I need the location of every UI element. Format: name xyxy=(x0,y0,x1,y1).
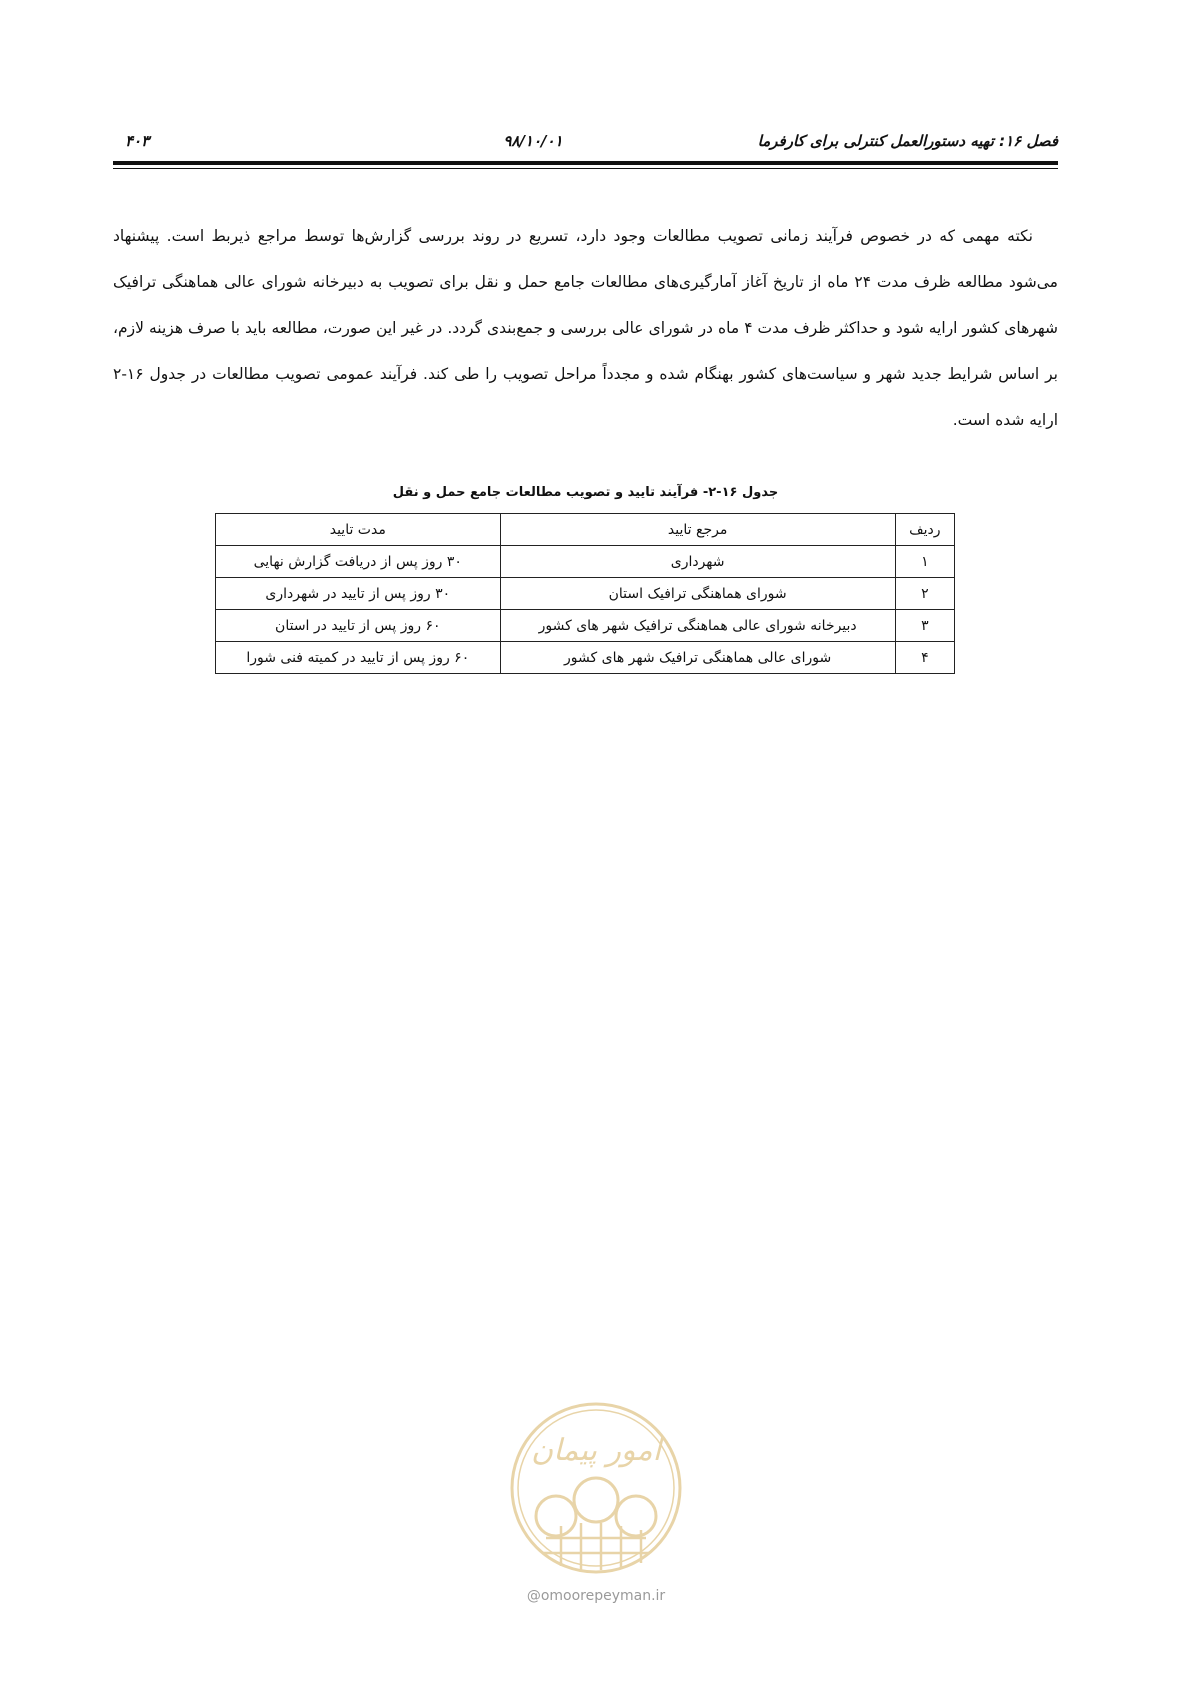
table-row xyxy=(216,610,955,642)
header-duration: مدت تایید xyxy=(216,514,501,546)
table-row xyxy=(216,578,955,610)
row-number-cell: ۱ xyxy=(895,546,954,578)
row-number-cell: ۴ xyxy=(895,642,954,674)
header-row-number: ردیف xyxy=(895,514,954,546)
seal-lettering: امور پیمان xyxy=(531,1433,661,1468)
reference-cell: دبیرخانه شورای عالی هماهنگی ترافیک شهر های کشور xyxy=(500,610,895,642)
table-row xyxy=(216,546,955,578)
approval-table xyxy=(215,513,955,674)
duration-cell: ۶۰ روز پس از تایید در کمیته فنی شورا xyxy=(216,642,501,674)
reference-cell: شهرداری xyxy=(500,546,895,578)
header-date: ۹۸/۱۰/۰۱ xyxy=(503,132,563,150)
reference-cell: شورای عالی هماهنگی ترافیک شهر های کشور xyxy=(500,642,895,674)
at-icon: @ xyxy=(526,1588,541,1604)
header-rule-thin xyxy=(113,168,1058,169)
watermark-seal-logo xyxy=(506,1398,686,1578)
header-rule-thick xyxy=(113,161,1058,165)
duration-cell: ۳۰ روز پس از تایید در شهرداری xyxy=(216,578,501,610)
duration-cell: ۳۰ روز پس از دریافت گزارش نهایی xyxy=(216,546,501,578)
header-reference: مرجع تایید xyxy=(500,514,895,546)
page-header xyxy=(113,128,1058,154)
footer-website: @omoorepeyman.ir xyxy=(526,1588,666,1604)
table-header-row xyxy=(216,514,955,546)
row-number-cell: ۲ xyxy=(895,578,954,610)
reference-cell: شورای هماهنگی ترافیک استان xyxy=(500,578,895,610)
table-caption: جدول ۱۶-۲- فرآیند تایید و تصویب مطالعات جامع حمل و نقل xyxy=(392,485,779,500)
duration-cell: ۶۰ روز پس از تایید در استان xyxy=(216,610,501,642)
row-number-cell: ۳ xyxy=(895,610,954,642)
page-number: ۴۰۳ xyxy=(125,132,150,150)
chapter-title: فصل ۱۶: تهیه دستورالعمل کنترلی برای کارفرما xyxy=(757,132,1058,150)
table-row xyxy=(216,642,955,674)
body-paragraph: نکته مهمی که در خصوص فرآیند زمانی تصویب مطالعات وجود دارد، تسریع در روند بررسی گزارش‌ها توسط مراجع ذیربط است. پیشنهاد می‌شود مطالعه ظرف مدت ۲۴ ماه از تاریخ آغاز آمارگیری‌های مطالعات جامع حمل و نقل برای تصویب به دبیرخانه شورای عالی هماهنگی ترافیک شهرهای کشور ارایه شود و حداکثر ظرف مدت ۴ ماه در شورای عالی بررسی و جمع‌بندی گردد. در غیر این صورت، مطالعه باید با صرف هزینه لازم، بر اساس شرایط جدید شهر و سیاست‌های کشور بهنگام شده و مجدداً مراحل تصویب را طی کند. فرآیند عمومی تصویب مطالعات در جدول ۱۶-۲ ارایه شده است. xyxy=(113,227,1058,429)
